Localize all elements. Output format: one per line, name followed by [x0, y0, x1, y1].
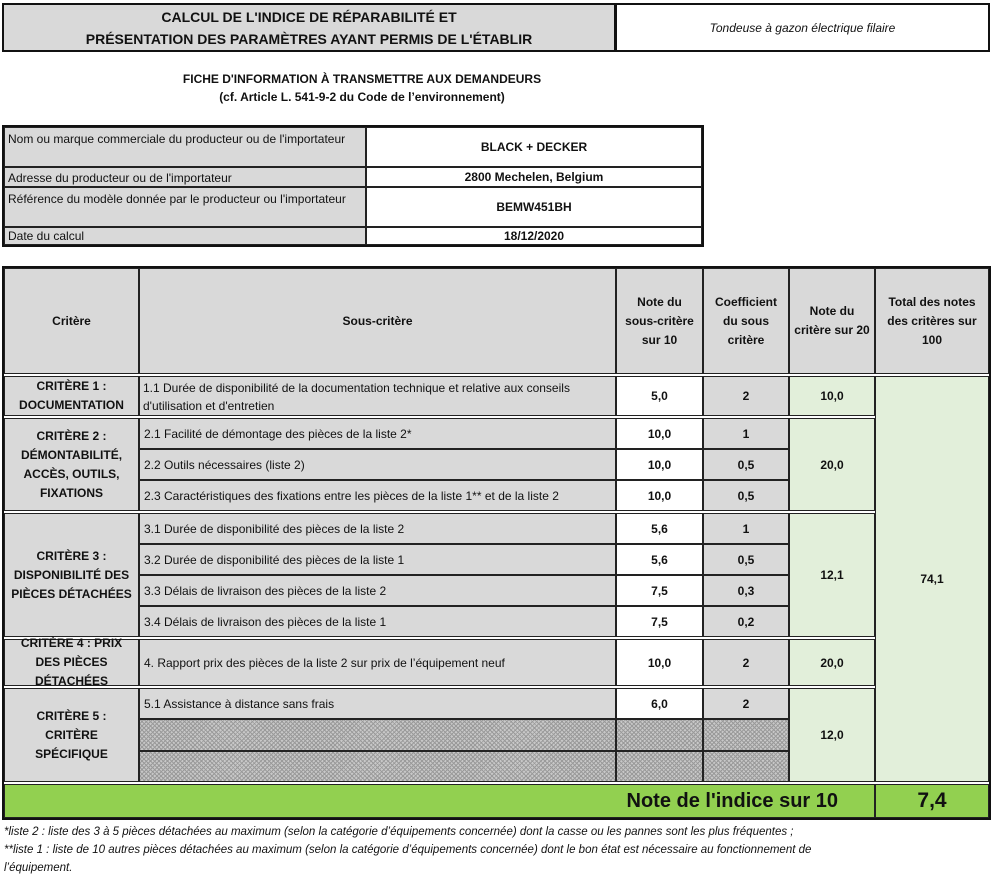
sub-criterion-3-3: 3.3 Délais de livraison des pièces de la liste 2 [139, 575, 616, 606]
info-label-4: Date du calcul [4, 227, 366, 245]
hatched-cell [703, 751, 789, 782]
coef-5-1: 2 [703, 688, 789, 719]
header-note-critere: Note du critère sur 20 [789, 268, 875, 374]
criterion-4-score: 20,0 [789, 639, 875, 686]
footnote-3: l’équipement. [4, 862, 73, 874]
criterion-3-name: CRITÈRE 3 : DISPONIBILITÉ DES PIÈCES DÉTACHÉES [4, 513, 139, 637]
note-2-1: 10,0 [616, 418, 703, 449]
note-2-2: 10,0 [616, 449, 703, 480]
subheader-line1: FICHE D'INFORMATION À TRANSMETTRE AUX DEMANDEURS [182, 72, 542, 86]
hatched-cell [139, 719, 616, 751]
criterion-1-name: CRITÈRE 1 : DOCUMENTATION [4, 376, 139, 416]
product-name: Tondeuse à gazon électrique filaire [709, 20, 896, 35]
header-critere: Critère [4, 268, 139, 374]
note-3-3: 7,5 [616, 575, 703, 606]
sub-criterion-3-2: 3.2 Durée de disponibilité des pièces de la liste 1 [139, 544, 616, 575]
note-3-2: 5,6 [616, 544, 703, 575]
criterion-1-score: 10,0 [789, 376, 875, 416]
criterion-5-score: 12,0 [789, 688, 875, 782]
coef-1-1: 2 [703, 376, 789, 416]
footnotes [4, 823, 989, 877]
criterion-3-score: 12,1 [789, 513, 875, 637]
header-sous-critere: Sous-critère [139, 268, 616, 374]
coef-2-2: 0,5 [703, 449, 789, 480]
coef-3-2: 0,5 [703, 544, 789, 575]
note-5-1: 6,0 [616, 688, 703, 719]
sub-criterion-3-4: 3.4 Délais de livraison des pièces de la liste 1 [139, 606, 616, 637]
coef-3-3: 0,3 [703, 575, 789, 606]
sub-criterion-2-3: 2.3 Caractéristiques des fixations entre les pièces de la liste 1** et de la liste 2 [139, 480, 616, 511]
criterion-4-name: CRITÈRE 4 : PRIX DES PIÈCES DÉTACHÉES [4, 639, 139, 686]
sub-criterion-4-1: 4. Rapport prix des pièces de la liste 2 sur prix de l’équipement neuf [139, 639, 616, 686]
coef-4-1: 2 [703, 639, 789, 686]
hatched-cell [616, 751, 703, 782]
total-score: 74,1 [875, 376, 989, 782]
index-value: 7,4 [917, 789, 947, 812]
sub-criterion-3-1: 3.1 Durée de disponibilité des pièces de la liste 2 [139, 513, 616, 544]
info-value-2: 2800 Mechelen, Belgium [366, 167, 702, 187]
info-value-1: BLACK + DECKER [366, 127, 702, 167]
info-label-2: Adresse du producteur ou de l'importateur [4, 167, 366, 187]
header-coefficient: Coefficient du sous critère [703, 268, 789, 374]
sub-criterion-5-1: 5.1 Assistance à distance sans frais [139, 688, 616, 719]
hatched-cell [139, 751, 616, 782]
note-3-1: 5,6 [616, 513, 703, 544]
subheader-line2: (cf. Article L. 541-9-2 du Code de l’environnement) [219, 90, 505, 104]
product-box [615, 3, 990, 52]
info-label-3: Référence du modèle donnée par le producteur ou l'importateur [4, 187, 366, 227]
subheader [2, 70, 722, 106]
info-value-3: BEMW451BH [366, 187, 702, 227]
title-line1: CALCUL DE L'INDICE DE RÉPARABILITÉ ET [161, 8, 457, 25]
coef-3-1: 1 [703, 513, 789, 544]
header-note-sous-critere: Note du sous-critère sur 10 [616, 268, 703, 374]
info-label-1: Nom ou marque commerciale du producteur ou de l'importateur [4, 127, 366, 167]
note-3-4: 7,5 [616, 606, 703, 637]
index-label: Note de l'indice sur 10 [626, 789, 838, 812]
header-total: Total des notes des critères sur 100 [875, 268, 989, 374]
coef-2-3: 0,5 [703, 480, 789, 511]
sub-criterion-2-1: 2.1 Facilité de démontage des pièces de la liste 2* [139, 418, 616, 449]
note-1-1: 5,0 [616, 376, 703, 416]
title-box [2, 3, 616, 52]
note-2-3: 10,0 [616, 480, 703, 511]
index-label-cell [4, 784, 875, 818]
index-value-cell [875, 784, 989, 818]
criterion-2-name: CRITÈRE 2 : DÉMONTABILITÉ, ACCÈS, OUTILS, FIXATIONS [4, 418, 139, 511]
sub-criterion-1-1: 1.1 Durée de disponibilité de la documentation technique et relative aux conseils d'utilisation et d'entretien [139, 376, 616, 416]
title-line2: PRÉSENTATION DES PARAMÈTRES AYANT PERMIS DE L'ÉTABLIR [85, 30, 533, 47]
coef-2-1: 1 [703, 418, 789, 449]
note-4-1: 10,0 [616, 639, 703, 686]
coef-3-4: 0,2 [703, 606, 789, 637]
hatched-cell [703, 719, 789, 751]
info-value-4: 18/12/2020 [366, 227, 702, 245]
footnote-2: **liste 1 : liste de 10 autres pièces détachées au maximum (selon la catégorie d’équipements concernée) dont le bon état est nécessaire au fonctionnement de [4, 844, 812, 856]
sub-criterion-2-2: 2.2 Outils nécessaires (liste 2) [139, 449, 616, 480]
footnote-1: *liste 2 : liste des 3 à 5 pièces détachées au maximum (selon la catégorie d’équipements concernée) dont la casse ou les pannes sont les plus fréquentes ; [4, 826, 794, 838]
hatched-cell [616, 719, 703, 751]
criterion-2-score: 20,0 [789, 418, 875, 511]
criterion-5-name: CRITÈRE 5 : CRITÈRE SPÉCIFIQUE [4, 688, 139, 782]
